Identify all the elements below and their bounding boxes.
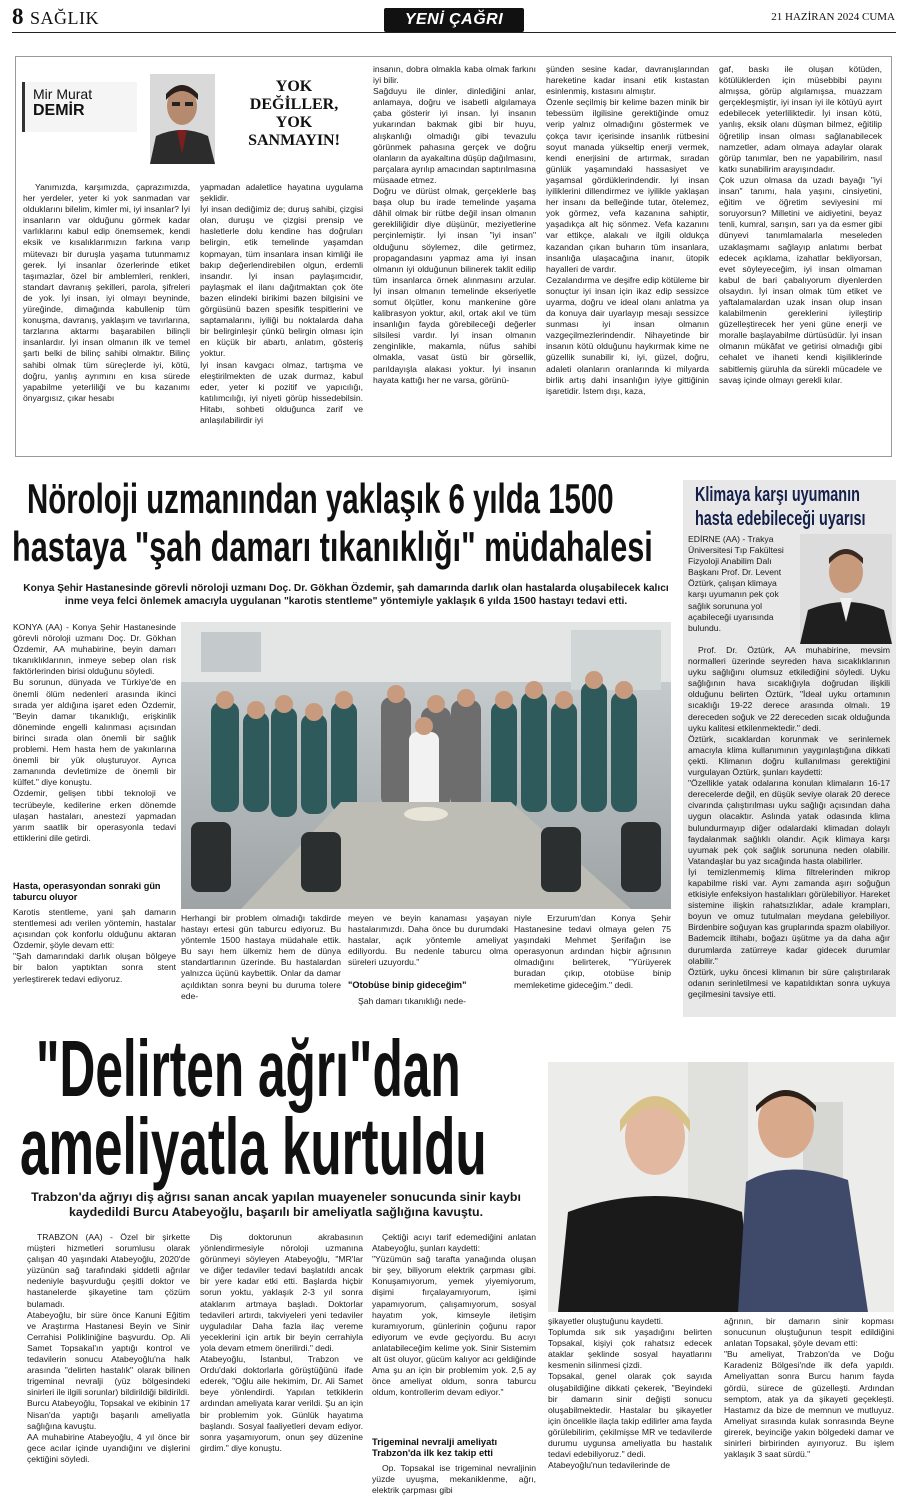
sidebar-intro: EDİRNE (AA) - Trakya Üniversitesi Tıp Fakültesi Fizyoloji Anabilim Dalı Başkanı Prof. Dr. Levent Öztürk, çalışan klimaya karşı uyumanın pek çok sağlık sorununa yol açabileceği uyarısında bulundu. [688,534,784,633]
article1-deck: Konya Şehir Hastanesinde görevli nöroloji uzmanı Doç. Dr. Gökhan Özdemir, şah damarında darlık olan hastalarda oluşabilecek kalıcı inme veya felci önlemek amacıyla uygulanan "karotis stentleme" yöntemiyle yaklaşık 6 yılda 1500 hastayı tedavi etti. [23,583,669,607]
column-text-col5: gaf, baskı ile oluşan kötüden, kötülüklerden için müsebbibi payını almışsa, görüp algılamışsa, muazzam gerçekleşmiştir, iyi insan iyi ile kötüyü ayırt edebilecek yeterliliktedir. İyi insan kötü, yanlış, eksik olanı düşman bilmez, eğitilip öğretilip insan olması sağlanabilecek namzetler, adam olmaya adaylar olarak görüp tanımlar, ben ne yapabilirim, nasıl katkı sunabilirim arayışındadır. Çok uzun olmasa da uzadı bayağı "iyi insan" tanımı, hala yaşını, cinsiyetini, eğitim ve öğretim seviyesini mi soruyorsun? Milletini ve aidiyetini, beyaz tenli, kumral, sarışın, sarı ya da esmer gibi dünyevi tanımlamalarla meseleden uzaklaşmamı sağlayıp anlatımı berbat edecek açıklama, izahatlar bekliyorsan, evet söyleyeceğim, iyi insan olmaman kabul de bari çabalıyorum diyenlerden olsaydın. İyi insan olmak tüm etiket ve yaftalamalardan uzak insan olup insan kalabilmenin gereklerini iyileştirip güzelleştirecek her yeni güne enerji ve moralle başlayabilme dürtüsüdür. İyi insan olmanın mükâfat ve getirisi olmadığı gibi cehalet ve ihaneti kendi kişiliklerinde sabitlemiş güruhla da sürekli mücadele ve savaş içinde olmayı gerekli kılar. [719,64,882,385]
header-rule [12,32,896,33]
article2-column3 [372,1232,536,1500]
column-text-col2: yapmadan adaletlice hayatına uygulama şeklidir. İyi insan dediğimiz de; duruş sahibi, çizgisi olan, duruşu ve çizgisi prensip ve hasletlerle dolu kendine has doğruları belirgin, etik temelinde yaşamdan kopmayan, tüm insanlara insan kimliği ile bakıp değerlendirebilen olgun, erdemli insandır. İyi insan paylaşımcıdır, paylaşmak el ilanı dağıtmaktan çok öte bazen elindeki birikimi bazen bilgisini ve görgüsünü bazen spesifik tespitlerini ve saptamalarını, iyiliği bu noktalarda daha bir belirginleşir çünkü belirgin olması için en küçük bir abartı, anlatım, gösteriş yoktur. İyi insan kavgacı olmaz, tartışma ve eleştirilmekten de uzak durmaz, kabul eder, yeter ki pozitif ve yapıcılığı, katılımcılığı, iyi niyeti görüp hissedebilsin. Hitabı, sohbeti olduğunca zarif ve anlaşılabilirdir iyi [200,182,363,425]
author-photo [150,74,215,164]
author-name-card [22,82,137,132]
issue-date: 21 HAZİRAN 2024 CUMA [771,11,895,23]
article1-column2: Herhangi bir problem olmadığı takdirde hastayı ertesi gün taburcu ediyoruz. Bu yöntemle 1500 hastaya müdahale ettik. Bu sayı hem ülkemiz hem de dünya standartlarının üzerinde. Bu hastalardan yalnızca üçünü kaybettik. Onlar da damar açıldıktan sonra beyni bu duruma tolere ede- [181,913,341,1001]
author-badge [22,74,217,166]
article2-photo [548,1062,894,1312]
article2-headline-line2: ameliyatla kurtuldu [20,1102,487,1191]
sidebar-photo [800,534,892,644]
article2-deck: Trabzon'da ağrıyı diş ağrısı sanan ancak yapılan muayeneler sonucunda sinir kaybı kaydedildi Burcu Atabeyoğlu, başarılı bir ameliyatla sağlığına kavuştu. [31,1190,521,1219]
column-text-col3: insanın, dobra olmakla kaba olmak farkını iyi bilir. Sağduyu ile dinler, dinlediğini anlar, anlamaya, doğru ve isabetli algılamaya çaba gösterir iyi insan. İyi insanın yukarından bakmak gibi bir huyu, alışkanlığı olmadığı gibi tevazulu görünmek pahasına gerçek ve doğru olanların da ayakaltına düşüp dağılmasını, parçalara ayrılıp amacından saptırılmasına müsaade etmez. Doğru ve dürüst olmak, gerçeklerle baş başa olup bu irade temelinde yaşama dâhil olmak bir rütbe değil insan olmanın gerekliliğidir diye düşünür, meziyetlerine perçinlemiştir. İyi insan "iyi insan" olduğunu söylemez, dile getirmez, propagandasını yapmaz ama iyi insan olmanın iyi olduğunun bilinerek taklit edilip tüm insanlarca örnek alınmasını arzular. İyi insan olmanın temelinde ekseriyetle somut ölçütler, konu mankenine göre kalibrasyon yoktur, akıl, ortak akıl ve tüm insanlığın fayda görebileceği değerler silsilesi vardır. İyi insan olmanın zenginlikle, makamla, nüfus sahibi olmakla, vasat üstü bir görsellik, parıldayışla alakası yoktur. İyi insanın hayata kattığı her ne varsa, görünü- [373,64,536,385]
column-title: YOK DEĞİLLER, YOK SANMAYIN! [248,78,340,149]
column-text-col4: şünden sesine kadar, davranışlarından hareketine kadar insani etik kıstastan esinlenmiş, kıstasını almıştır. Özenle seçilmiş bir kelime bazen minik bir tebessüm ilgilisine gerektiğinde omuz verip yalnız olmadığını göstermek ve çokça tavır içerisinde insanlık rütbesini soyut manada yükseltip enerji vermek, kendi enerjisini de artırmak, sıradan günlük yaşamındaki hassasiyet ve yaşamsal gördüklerindendir. İyi insan iyiliklerini dillendirmez ve iyilikle yaklaşan her insanı da belleğinde tutar, ötelemez, yok görmez, vefa kazanına sahiptir, yaşadıkça alt hiç sönmez. Vefa kazanını var ettikçe, alakalı ve ilgili oldukça kazandan çıkan buharın tüm insanlara, insanlığa ulaşacağına inanır, ütopik hayalleri de vardır. Cezalandırma ve deşifre edip kötüleme bir sonuçtur iyi insan için ikaz edip sessizce uyarma, doğru ve ideal olanı anlatma ya da konuya dair uyarlayıp mesajı sessizce sunması iyi insan olmanın vazgeçilmezlerindendir. Nihayetinde bir insanın kötü olduğunu haykırmak kime ne güzellik sunabilir ki, iyi, güzel, doğru, adaleti olanların oranlarında ki milyarda birlik artış dahi insanlığın iyiye gittiğinin işaretidir. İstem dışı, kaza, [546,64,709,396]
article2-text-3b: Op. Topsakal ise trigeminal nevraljinin yüzde uyuşma, mekaniklenme, ağrı, elektrik çarpması gibi [372,1463,536,1496]
article1-column1 [13,622,176,1018]
sidebar-headline-line2: hasta edebileceği uyarısı [695,508,866,530]
section-name: SAĞLIK [30,8,99,28]
column-text-col1: Yanımızda, karşımızda, çaprazımızda, her yerdeler, yeter ki yok sanmadan var olduklarını bilelim, kimler mi, iyi insanlar? İyi insanların var olduğunu görmek kadar varlıklarını kabul edip önemsemek, kendi eksik ve kısalıklarımızın farkına varıp mütevazı bir duruşla yaşama tutunmamız gerek. İyi insanlar özerlerinde etiket taşımazlar, özel bir amblemleri, renkleri, standart davranış şekilleri, parola, şifreleri de yok. İyi insan, iyi olmayı beyninde, yüreğinde, dimağında kabullenip tüm konuşma, davranış, yaklaşım ve tavırlarına, tarzlarına aktarmı başarabilen bilinçli insanlardır. İyi insan olmanın ilk ve temel şartı belki de bilinç sahibi olmaktır. Bilinç sahibi olmak tüm süreçlerde iyi, kötü, doğru, yanlış ayrımını en kısa sürede yapabilme yeterliliği ve bu kazanımı önyargısız, çıkar hesabı [23,182,190,403]
page-number: 8 [12,4,24,29]
author-first-name: Mir Murat [33,86,93,102]
article1-column4: niyle Erzurum'dan Konya Şehir Hastanesine tedavi olmaya gelen 75 yaşındaki Mehmet Şerifağın ise operasyonun ardından hiçbir ağrısının olmadığını belirterek, "Yürüyerek buradan çıkıp, otobüse binip memleketime gideceğim." dedi. [514,913,671,990]
article1-text-1b: Karotis stentleme, yani şah damarın stentlemesi adı verilen yöntemin, hastalar açısından çok konforlu olduğunu aktaran Özdemir, şöyle devam etti: "Şah damarındaki darlık oluşan bölgeye bir balon yaptıktan sonra stent yerleştirerek tedavi ediyoruz. [13,907,176,984]
article2-column2: Diş doktorunun akrabasının yönlendirmesiyle nöroloji uzmanına görünmeyi söyleyen Atabeyoğlu, "MR'lar ve diğer tedaviler tedavi başlatıldı ancak bir yere kadar etki etti. Başlarda hiçbir sorun yoktu, yaklaşık 2-3 yıl sonra ataklarım artmaya başladı. Doktorlar tedavileri artırdı, takviyeleri yeni tedaviler uyguladılar Daha fazla ilaç vereme yeceklerini için artık bir beyin cerrahiyla yola devam etmem önerilirdi." dedi. Atabeyoğlu, İstanbul, Trabzon ve Ordu'daki doktorlarla görüştüğünü ifade ederek, "Oğlu aile hekimim, Dr. Ali Samet beye yönlendirdi. Yapılan tetkiklerin ardından ameliyata karar verildi. Şu an için bir problemim yok. Günlük hayatıma başlandı. Sosyal faaliyetleri devam ediyor. sonra yaşamıyorum, onun şey düzenine girdim." diye konuştu. [200,1232,363,1453]
article2-text-3a: Çektiği acıyı tarif edemediğini anlatan Atabeyoğlu, şunları kaydetti: "Yüzümün sağ tarafta yanağında oluşan bir şey, biliyorum elektrik çarpması gibi. Konuşamıyorum, yemek yiyemiyorum, dişimi fırçalayamıyorum, işimi yapamıyorum, çalışamıyorum, sosyal hayatım yok, kimseyle iletişim kuramıyorum, günlerinin çoğunu rapor ediyorum ve evde geçiyordu. Bu acıyı anlatabileceğim kelime yok. Sinir Sistemim alt üst oluyor, gücüm kalıyor acı geldiğinde Ama şu an için bir problemim yok. 2,5 ay önce ameliyat oldum, sonra taburcu oldum, kontrollerim devam ediyor." [372,1232,536,1398]
article2-headline-line1: "Delirten ağrı"dan [36,1024,461,1113]
sidebar-body: Prof. Dr. Öztürk, AA muhabirine, mevsim normalleri üzerinde seyreden hava sıcaklıklarının uyku sağlığını olumsuz etkilediğini söyledi. Uyku sağlığının hava sıcaklığıyla doğrudan ilişkili olduğunu belirten Öztürk, "İdeal uyku ortamının sıcaklığı 19-22 derece arasında olmalı. 19 dereceden soğuk ve 22 dereceden sıcak olduğunda uyku kalitesi etkilenmektedir." dedi. Öztürk, sıcaklardan korunmak ve serinlemek amacıyla klima kullanımının yaygınlaştığına dikkati çekti. Klimanın doğru kullanılması gerektiğini vurgulayan Öztürk, şunları kaydetti: "Özellikle yatak odalarına konulan klimaların 16-17 derecelerde değil, en düşük seviye olarak 20 derece civarında çalıştırılması uyku sağlığı açısından daha uygun olacaktır. Aslında yatak odasında klima bulundurmayıp diğer odalardaki klimadan dolaylı faydalanmak sağlıklı olandır. Açık klimaya karşı uyumak pek çok sağlık sorununa neden olabilir. Vatandaşlar bu yaz sıcağında hasta olabilirler. İyi temizlenmemiş klima filtrelerinden mikrop kapabilme riski var. Aynı zamanda aşırı soğuğun etkisiyle enfeksiyon hastalıkları görülebiliyor. Hareket sistemine ilişkin rahatsızlıklar, adale krampları, boyun ve omuz tutulmaları meydana gelebiliyor. Birdenbire soğuyan kas gruplarında spazm olabiliyor. Bademcik iltihabı, boğazı üşütme ya da daha ağır durumlarda zatürreye kadar gidecek durumlar olabilir." Öztürk, uyku öncesi klimanın bir süre çalıştırılarak odanın serinletilmesi ve kapatıldıktan sonra uykuya geçilmesini tavsiye etti. [688,645,890,999]
article2-column5: ağrının, bir damarın sinir kopması sonucunun oluştuğunun tespit edildiğini anlatan Topsakal, şöyle devam etti: "Bu ameliyat, Trabzon'da ve Doğu Karadeniz Bölgesi'nde ilk defa yapıldı. Ameliyattan sonra Burcu hanım fayda gördü, sürece de güzelleşti. Ardından semptom, atak ya da şikayeti geçekleşti. Hastamız da bize de memnun ve mutluyuz. Ameliyat sırasında kulak sonrasında Beyne girerek, beyinciğe yakın bölgedeki damar ve sinirleri birbirinden ayırıyoruz. Bu işlem yaklaşık 3 saat sürdü." [724,1316,894,1460]
article1-text-3a: meyen ve beyin kanaması yaşayan hastalarımızdı. Daha önce bu durumdaki hastalar, açık yöntemle ameliyat ediliyordu. Bu nedenle taburcu olma süreleri uzuyordu." [348,913,508,968]
masthead-text: YENİ ÇAĞRI [404,11,504,28]
article1-text-3b: Şah damarı tıkanıklığı nede- [358,996,466,1006]
sidebar-headline-line1: Klimaya karşı uyumanın [695,484,860,506]
article2-column4: şikayetler oluştuğunu kaydetti. Toplumda sık sık yaşadığını belirten Topsakal, kişiyi çok rahatsız edecek ataklar şeklinde sosyal hayatlarını kesmenin silinmesi çizdi. Topsakal, genel olarak çok sayıda oluşabildiğine dikkati çekerek, "Beyindeki bir damarın sinir değişti sonucu oluşabilmektedir. Hastalar bu şikayetler için öncelikle ilaçla takip edilirler ama fayda görülebilirim, çekilmişse MR ve tedavilerde durumu uygunsa ameliyatla bu hastalık tedavi edebiliyoruz." dedi. Atabeyoğlu'nun tedavilerinde de [548,1316,712,1471]
article1-column3 [348,913,508,1015]
article2-column1: TRABZON (AA) - Özel bir şirkette müşteri hizmetleri sorumlusu olarak çalışan 40 yaşındaki Atabeyoğlu, 2020'de yüzünün sağ tarafındaki şiddetli ağrılar nedeniyle başvurduğu çeşitli doktor ve hastanelerde şikayetine tam çözüm bulamadı. Atabeyoğlu, bir süre önce Kanuni Eğitim ve Araştırma Hastanesi Beyin ve Sinir Cerrahisi Polikliniğine başvurdu. Op. Ali Samet Topsakal'ın yaptığı kontrol ve tedavilerin sonucu Atabeyoğlu'na halk arasında "delirten hastalık" olarak bilinen trigeminal nevralji (yüz bölgesindeki sinirleri ile ilgili sorunlar) bildirildiği bildirildi. Burcu Atabeyoğlu, Topsakal ve ekibinin 17 Nisan'da yaptığı başarılı ameliyatla sağlığına kavuştu. AA muhabirine Atabeyoğlu, 4 yıl önce bir gece acılar içinde uyandığını ve dişlerini çektiğini söyledi. [27,1232,190,1464]
article1-subhead1: Hasta, operasyondan sonraki gün taburcu oluyor [13,881,161,902]
article1-subhead2: "Otobüse binip gideceğim" [348,980,467,990]
article1-photo [181,622,671,909]
author-last-name: DEMİR [33,102,85,119]
article1-text-1a: KONYA (AA) - Konya Şehir Hastanesinde görevli nöroloji uzmanı Doç. Dr. Gökhan Özdemir, AA muhabirine, beyin damarı tıkanıklıklarının, inmeye sebep olan risk faktörlerinden birisi olduğunu söyledi. Bu sorunun, dünyada ve Türkiye'de en önemli ölüm nedenleri arasında ikinci sırada yer aldığına işaret eden Özdemir, "Beyin damar tıkanıklığı, erişkinlik döneminde engelli kalınması açısından birinci sırada olan önemli bir sağlık problemi. Hem hasta hem de yakınlarına önemli bir yük oluşturuyor. Ayrıca zamanında devletimize de önemli bir külfet." diye konuştu. Özdemir, gelişen tıbbi teknoloji ve tecrübeyle, kedilerine erken dönemde ulaşan hastaları, anestezi yapmadan yarım saatlik bir operasyonla tedavi ettiklerini dile getirdi. [13,622,176,843]
article2-subhead: Trigeminal nevralji ameliyatı Trabzon'da ilk kez takip etti [372,1436,498,1458]
article1-headline-line2: hastaya "şah damarı tıkanıklığı" müdahalesi [12,523,653,570]
masthead-logo [384,8,524,32]
article1-headline-line1: Nöroloji uzmanından yaklaşık 6 yılda 1500 [27,475,614,522]
